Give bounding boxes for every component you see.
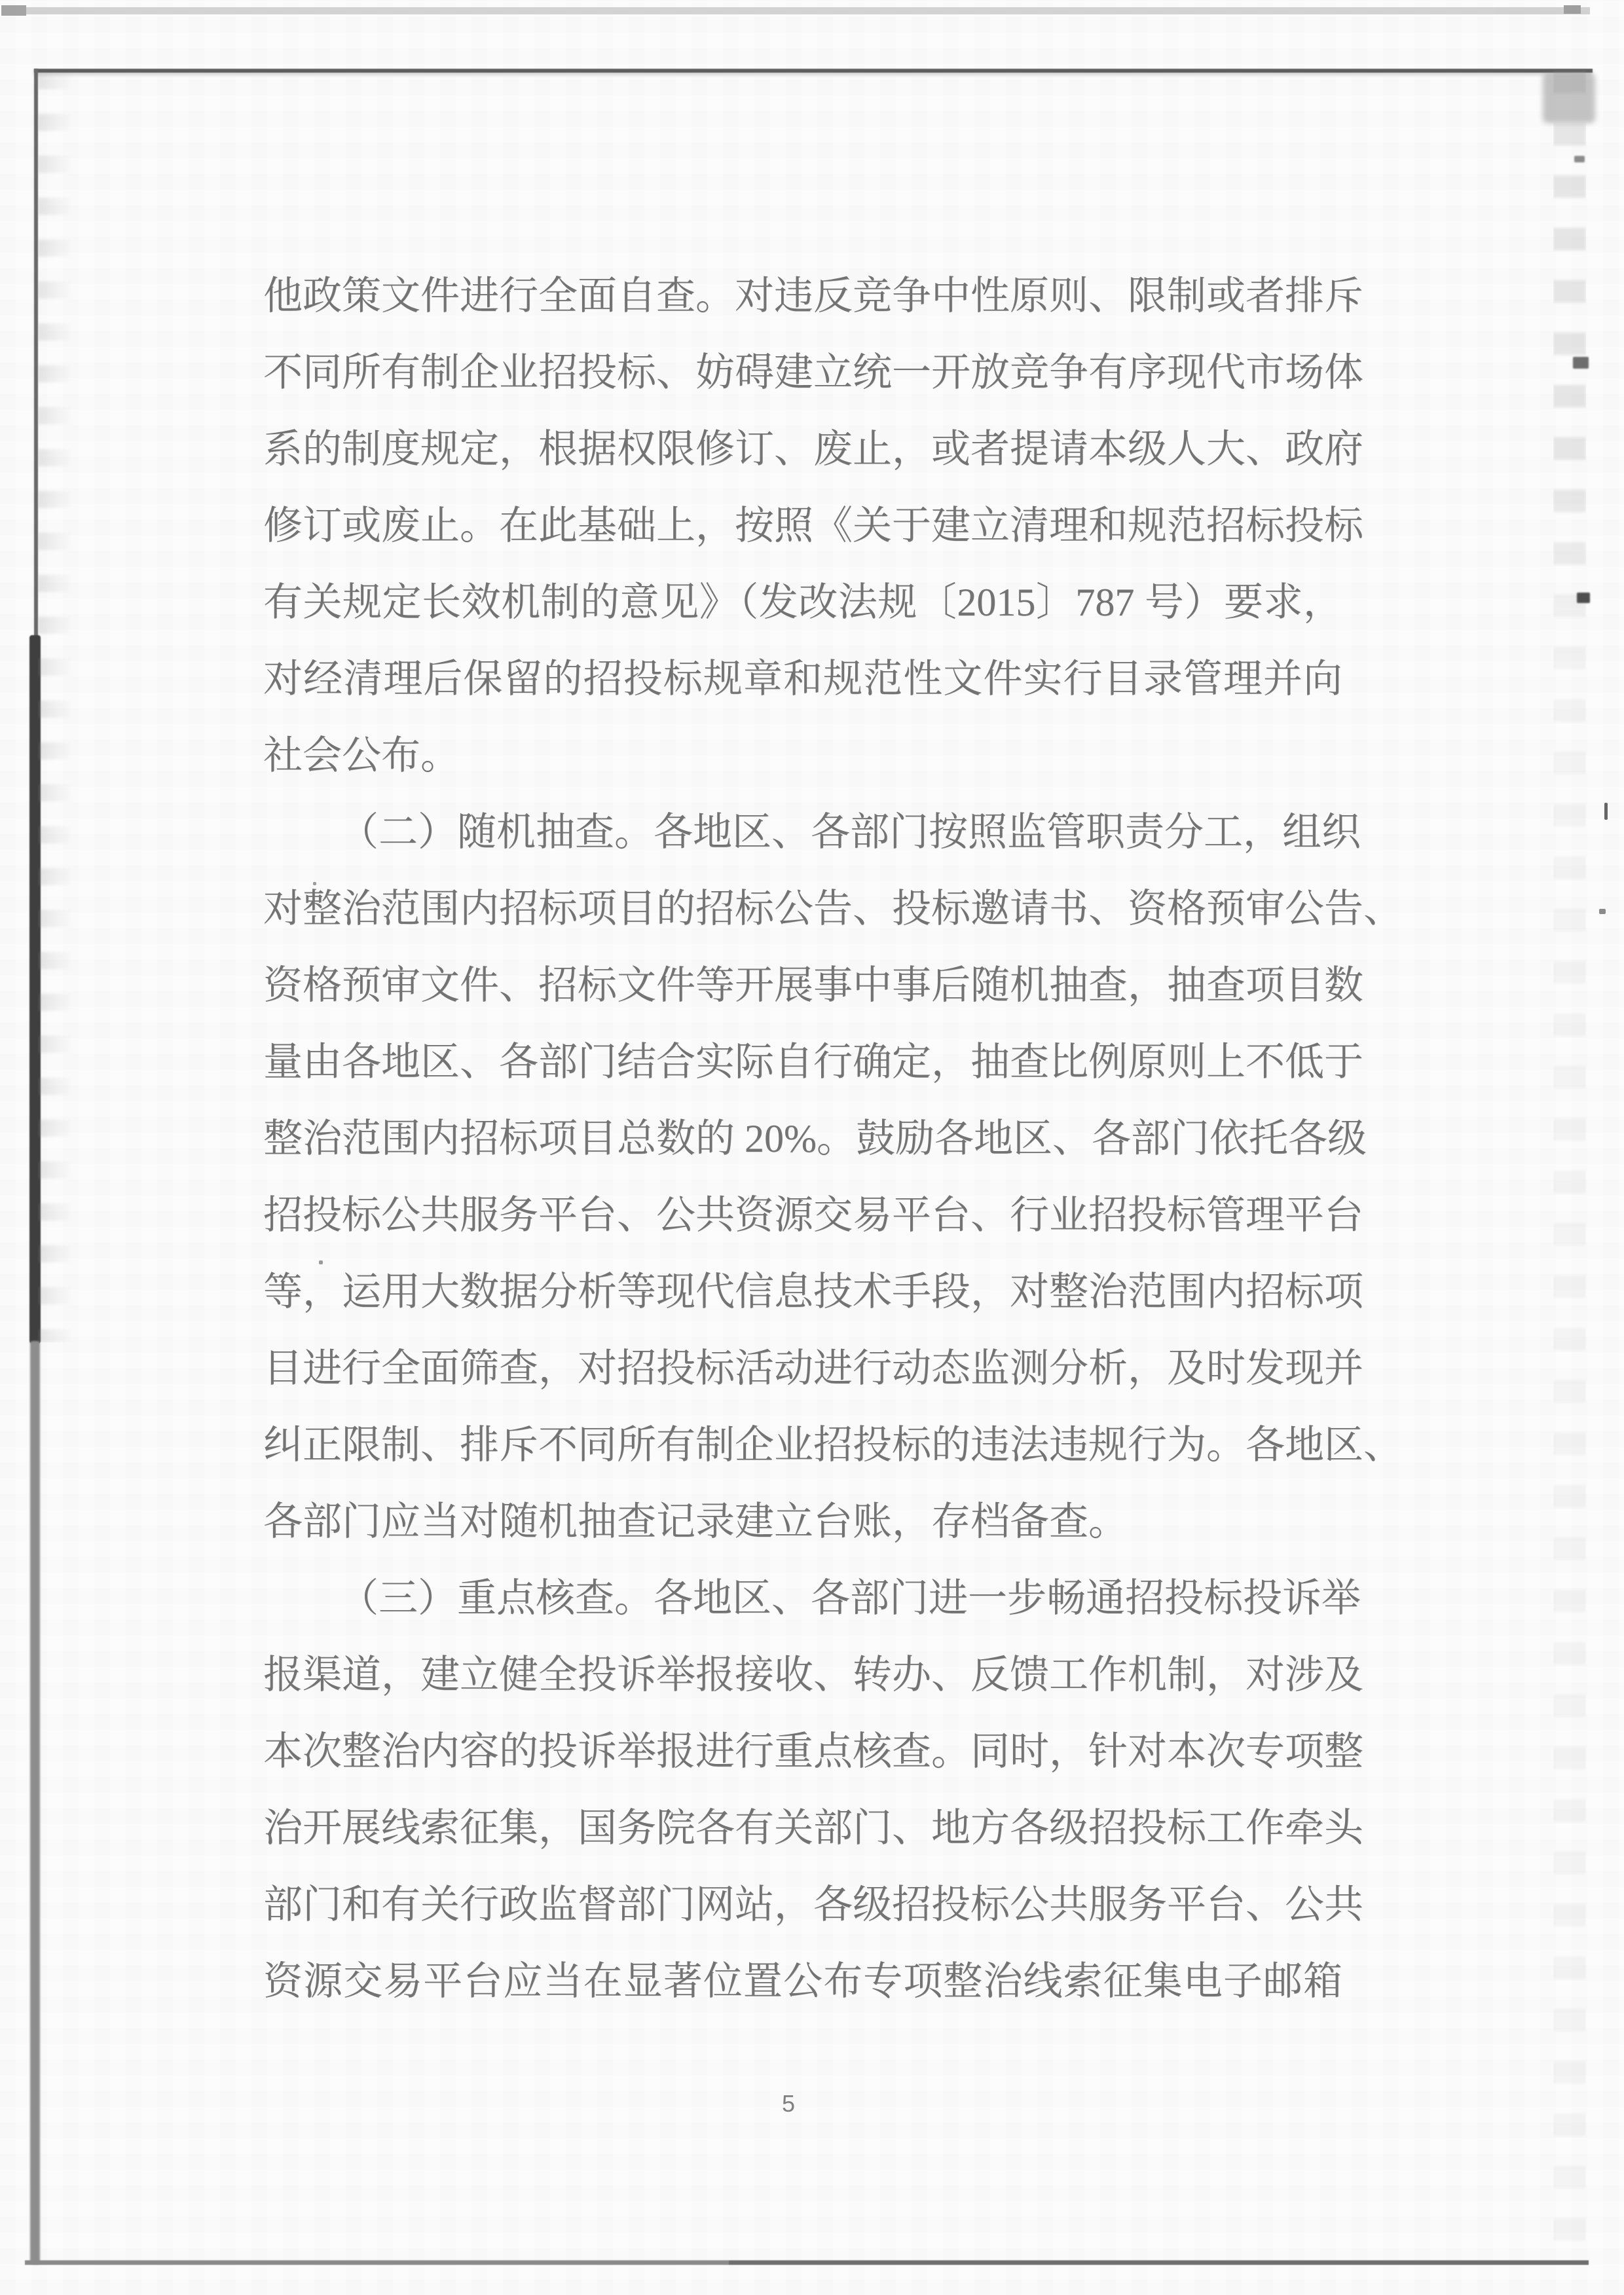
text-line: 对整治范围内招标项目的招标公告、投标邀请书、资格预审公告、 — [263, 887, 1403, 930]
scan-speck — [1604, 803, 1608, 820]
text-line: 纠正限制、排斥不同所有制企业招投标的违法违规行为。各地区、 — [263, 1423, 1403, 1467]
text-line: 部门和有关行政监督部门网站，各级招投标公共服务平台、公共 — [263, 1883, 1363, 1926]
scan-frame-bottom-line — [25, 2260, 1589, 2265]
text-line: 系的制度规定，根据权限修订、废止，或者提请本级人大、政府 — [263, 428, 1363, 471]
text-line: 有关规定长效机制的意见》（发改法规〔2015〕787 号）要求， — [263, 581, 1342, 624]
document-body-text — [263, 258, 1403, 2020]
scan-frame-top-line — [34, 69, 1593, 73]
scan-speck — [1577, 593, 1590, 603]
text-line: 修订或废止。在此基础上，按照《关于建立清理和规范招标投标 — [263, 504, 1363, 547]
scan-speck — [1599, 909, 1606, 914]
scan-noise-left — [38, 72, 73, 1342]
text-line: 社会公布。 — [263, 734, 460, 777]
scan-speck — [1573, 357, 1589, 369]
text-line: 本次整治内容的投诉举报进行重点核查。同时，针对本次专项整 — [263, 1730, 1363, 1773]
text-line-paragraph-2-start: （二）随机抽查。各地区、各部门按照监管职责分工，组织 — [339, 811, 1361, 854]
text-line: 报渠道，建立健全投诉举报接收、转办、反馈工作机制，对涉及 — [263, 1653, 1363, 1697]
text-line: 对经清理后保留的招投标规章和规范性文件实行目录管理并向 — [263, 657, 1342, 701]
scan-edge-top-strip — [5, 7, 1590, 14]
scan-noise-top-right-corner — [1543, 73, 1595, 123]
text-line: 不同所有制企业招投标、妨碍建立统一开放竞争有序现代市场体 — [263, 351, 1363, 394]
text-line-paragraph-3-start: （三）重点核查。各地区、各部门进一步畅通招投标投诉举 — [339, 1577, 1361, 1620]
text-line: 资源交易平台应当在显著位置公布专项整治线索征集电子邮箱 — [263, 1960, 1342, 2003]
text-line: 资格预审文件、招标文件等开展事中事后随机抽查，抽查项目数 — [263, 964, 1363, 1007]
scan-speck — [1574, 156, 1585, 162]
scan-noise-right — [1553, 71, 1586, 2258]
text-line: 整治范围内招标项目总数的 20%。鼓励各地区、各部门依托各级 — [263, 1117, 1367, 1160]
text-line: 目进行全面筛查，对招投标活动进行动态监测分析，及时发现并 — [263, 1347, 1363, 1390]
text-line: 他政策文件进行全面自查。对违反竞争中性原则、限制或者排斥 — [263, 274, 1363, 318]
text-line: 各部门应当对随机抽查记录建立台账，存档备查。 — [263, 1500, 1128, 1543]
text-line: 量由各地区、各部门结合实际自行确定，抽查比例原则上不低于 — [263, 1040, 1363, 1084]
scan-frame-left-gray-band — [30, 1341, 40, 2264]
text-line: 招投标公共服务平台、公共资源交易平台、行业招投标管理平台 — [263, 1194, 1363, 1237]
text-line: 治开展线索征集，国务院各有关部门、地方各级招投标工作牵头 — [263, 1807, 1363, 1850]
page-number: 5 — [781, 2090, 796, 2117]
text-line: 等，运用大数据分析等现代信息技术手段，对整治范围内招标项 — [263, 1270, 1363, 1313]
